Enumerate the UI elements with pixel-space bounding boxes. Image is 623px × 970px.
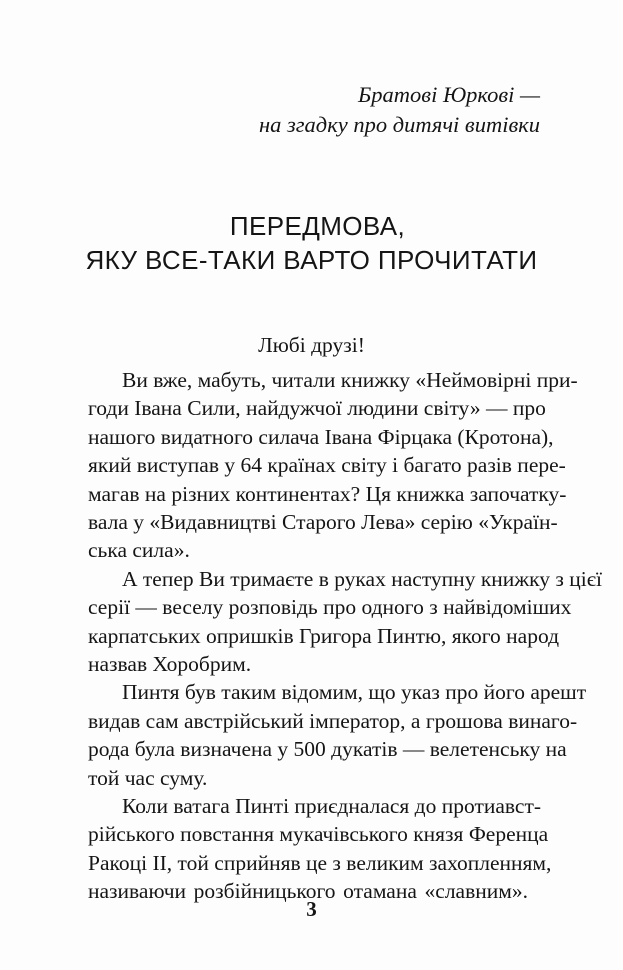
text-line: видав сам австрійський імператор, а грошова винаго- — [88, 708, 578, 733]
text-line: вала у «Видавництві Старого Лева» серію «Україн- — [88, 510, 558, 534]
text-line: назвав Хоробрим. — [88, 652, 252, 676]
text-line: називаючи розбійницького отамана «славним». — [88, 879, 528, 904]
text-line: магав на різних континентах? Ця книжка започатку- — [88, 481, 567, 506]
text-line: Коли ватага Пинті приєдналася до протиавст- — [122, 794, 542, 818]
text-line: Ракоці II, той сприйняв це з великим захопленням, — [88, 850, 552, 875]
text-line: серії — веселу розповідь про одного з найвідоміших — [88, 595, 572, 620]
dedication-line-1: Братові Юркові — — [358, 82, 540, 107]
text-line: А тепер Ви тримаєте в руках наступну книжку з цієї — [122, 566, 602, 591]
preface-title-line-2: ЯКУ ВСЕ-ТАКИ ВАРТО ПРОЧИТАТИ — [85, 245, 538, 275]
text-line: Ви вже, мабуть, читали книжку «Неймовірні при- — [122, 368, 578, 392]
text-line: рода була визначена у 500 дукатів — велетенську на — [88, 737, 567, 762]
text-line: годи Івана Сили, найдужчої людини світу» — про — [88, 396, 546, 421]
text-line: карпатських опришків Григора Пинтю, якого народ — [88, 623, 560, 648]
text-line: той час суму. — [88, 765, 208, 790]
text-line: нашого видатного силача Івана Фірцака (Кротона), — [88, 424, 554, 449]
text-line: ська сила». — [88, 538, 190, 563]
text-line: рійського повстання мукачівського князя Ференца — [88, 822, 549, 847]
greeting: Любі друзі! — [258, 333, 365, 357]
page-number: 3 — [306, 897, 317, 921]
text-line: Пинтя був таким відомим, що указ про його арешт — [122, 680, 587, 705]
preface-title-line-1: ПЕРЕДМОВА, — [229, 211, 406, 241]
dedication-line-2: на згадку про дитячі витівки — [258, 112, 540, 137]
text-line: який виступав у 64 країнах світу і багато разів пере- — [88, 453, 566, 478]
